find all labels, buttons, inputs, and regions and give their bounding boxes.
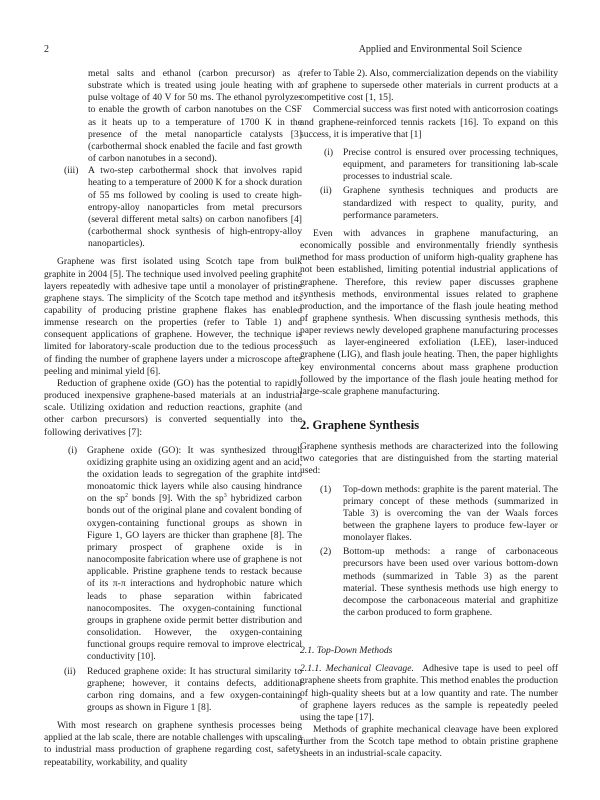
list-item-continuation bbox=[44, 68, 302, 165]
list-item-number: (2) bbox=[320, 546, 332, 558]
paragraph-cleavage-methods: Methods of graphite mechanical cleavage have been explored further from the Scotch tape method to obtain pristine graphene sheets in an industrial-scale capacity. bbox=[300, 724, 558, 760]
subsection-heading: 2.1. Top-Down Methods bbox=[300, 645, 393, 657]
list-item-number: (ii) bbox=[64, 665, 76, 677]
list-item-top-down bbox=[300, 484, 558, 545]
derivatives-list bbox=[44, 445, 302, 714]
list-item-reduced-graphene-oxide bbox=[44, 666, 302, 715]
subsubsection-heading: 2.1.1. Mechanical Cleavage. bbox=[300, 663, 414, 675]
right-column bbox=[300, 68, 558, 761]
journal-title: Applied and Environmental Soil Science bbox=[358, 44, 522, 55]
list-item-standardized bbox=[300, 185, 558, 221]
list-item-number: (i) bbox=[324, 146, 334, 158]
list-item-precise-control bbox=[300, 147, 558, 183]
list-item-text: Bottom-up methods: a range of carbonaceous precursors have been used over various bottom-down methods (summarized in Table 3) as the parent material. These synthesis methods use high energy to decompose the carbonaceous material and graphitize the carbon produced to form graphene. bbox=[343, 546, 558, 619]
paragraph-synthesis-intro: Graphene synthesis methods are characterized into the following two categories that are distinguished from the starting material used: bbox=[300, 441, 558, 477]
page-number: 2 bbox=[44, 44, 49, 55]
paragraph-mechanical-cleavage: 2.1.1. Mechanical Cleavage. Adhesive tape is used to peel off graphene sheets from graphite. This method enables the production of high-quality sheets but at a low quantity and rate. The number of graphene layers reduces as the sample is repeatedly peeled using the tape [17]. bbox=[300, 663, 559, 723]
list-item-text: Graphene synthesis techniques and products are standardized with respect to quality, purity, and performance parameters. bbox=[343, 185, 558, 221]
superscript: 3 bbox=[223, 493, 227, 500]
paragraph-reduction: Reduction of graphene oxide (GO) has the potential to rapidly produced inexpensive graphene-based materials at an industrial scale. Utilizing oxidation and reduction reactions, graphite (and other carbon precursors) is converted sequentially into the following derivatives [7]: bbox=[44, 377, 302, 438]
imperatives-list bbox=[300, 147, 558, 222]
list-item-number: (1) bbox=[320, 483, 332, 495]
list-item-bottom-up bbox=[300, 546, 558, 619]
list-item-text: Precise control is ensured over processing techniques, equipment, and parameters for transitioning lab-scale processes to industrial scale. bbox=[343, 146, 558, 183]
left-column bbox=[44, 68, 302, 769]
list-item-number: (i) bbox=[68, 444, 78, 456]
paragraph-scotch-tape: Graphene was first isolated using Scotch tape from bulk graphite in 2004 [5]. The technique used involved peeling graphite layers repeatedly with adhesive tape until a monolayer of pristine graphene stays. The simplicity of the Scotch tape method and its capability of producing pristine graphene flakes has enabled immense research on the properties (refer to Table 1) and consequent applications of graphene. However, the technique is limited for laboratory-scale production due to the tedious process of finding the number of graphene layers under a microscope after peeling and minimal yield [6]. bbox=[44, 256, 302, 377]
categories-list bbox=[300, 484, 558, 620]
list-item-text: Graphene oxide (GO): It was synthesized through oxidizing graphite using an oxidizing agent and an acid, the oxidation leads to segregation of the graphite into monoatomic thick layers while also causing hindrance on the $sp^2$ bonds [9]. With the $sp^3$ hybridized carbon bonds out of the original plane and covalent bonding of oxygen-containing functional groups as shown in Figure 1, GO layers are thicker than graphene [8]. The primary prospect of graphene oxide is in nanocomposite fabrication where use of graphene is not applicable. Pristine graphene tends to restack because of its π-π interactions and hydrophobic nature which leads to phase separation within fabricated nanocomposites. The oxygen-containing functional groups in graphene oxide permit better distribution and consolidation. However, the oxygen-containing functional groups require removal to improve electrical conductivity [10]. bbox=[87, 444, 303, 663]
page-header bbox=[44, 44, 556, 58]
list-item-iii bbox=[44, 165, 302, 250]
list-item-number: (iii) bbox=[64, 165, 79, 177]
list-item-text: metal salts and ethanol (carbon precursor) as a substrate which is treated using joule heating with a pulse voltage of 40 V for 50 ms. The ethanol pyrolyzes to enable the growth of carbon nanotubes on the CSF as it heats up to a temperature of 1700 K in the presence of the metal nanoparticle catalysts [3] (carbothermal shock enabled the facile and fast growth of carbon nanotubes in a second). bbox=[88, 68, 302, 165]
section-heading: 2. Graphene Synthesis bbox=[300, 418, 420, 433]
list-item-text: Top-down methods: graphite is the parent material. The primary concept of these methods (summarized in Table 3) is overcoming the van der Waals forces between the graphene layers to produce few-layer or monolayer flakes. bbox=[343, 483, 558, 544]
superscript: 2 bbox=[124, 493, 128, 500]
list-item-graphene-oxide bbox=[44, 445, 302, 664]
list-item-number: (ii) bbox=[320, 185, 332, 197]
list-item-text: A two-step carbothermal shock that involves rapid heating to a temperature of 2000 K for a shock duration of 55 ms followed by cooling is used to create high-entropy-alloy nanoparticles from metal precursors (several different metal salts) on carbon nanofibers [4] (carbothermal shock synthesis of high-entropy-alloy nanoparticles). bbox=[88, 165, 302, 250]
paragraph-challenges: With most research on graphene synthesis processes being applied at the lab scale, there are notable challenges with upscaling to industrial mass production of graphene regarding cost, safety, repeatability, workability, and quality bbox=[44, 720, 302, 768]
paragraph-commercial: Commercial success was first noted with anticorrosion coatings and graphene-reinforced tennis rackets [16]. To expand on this success, it is imperative that [1] bbox=[300, 104, 558, 140]
paragraph-advances: Even with advances in graphene manufacturing, an economically possible and environmentally friendly synthesis method for mass production of uniform high-quality graphene has not been established, limiting potential industrial applications of graphene. Therefore, this review paper discusses graphene synthesis methods, environmental issues related to graphene production, and the importance of the flash joule heating method of graphene synthesis. When discussing synthesis methods, this paper reviews newly developed graphene manufacturing processes such as layer-engineered exfoliation (LEE), laser-induced graphene (LIG), and flash joule heating. Then, the paper highlights key environmental concerns about mass graphene production followed by the importance of the flash joule heating method for large-scale graphene manufacturing. bbox=[300, 227, 558, 397]
paragraph-continuation: (refer to Table 2). Also, commercialization depends on the viability of graphene to supersede other materials in current products at a competitive cost [1, 15]. bbox=[300, 68, 558, 104]
list-item-text: Reduced graphene oxide: It has structural similarity to graphene; however, it contains defects, additional carbon ring domains, and a few oxygen-containing groups as shown in Figure 1 [8]. bbox=[87, 665, 302, 713]
